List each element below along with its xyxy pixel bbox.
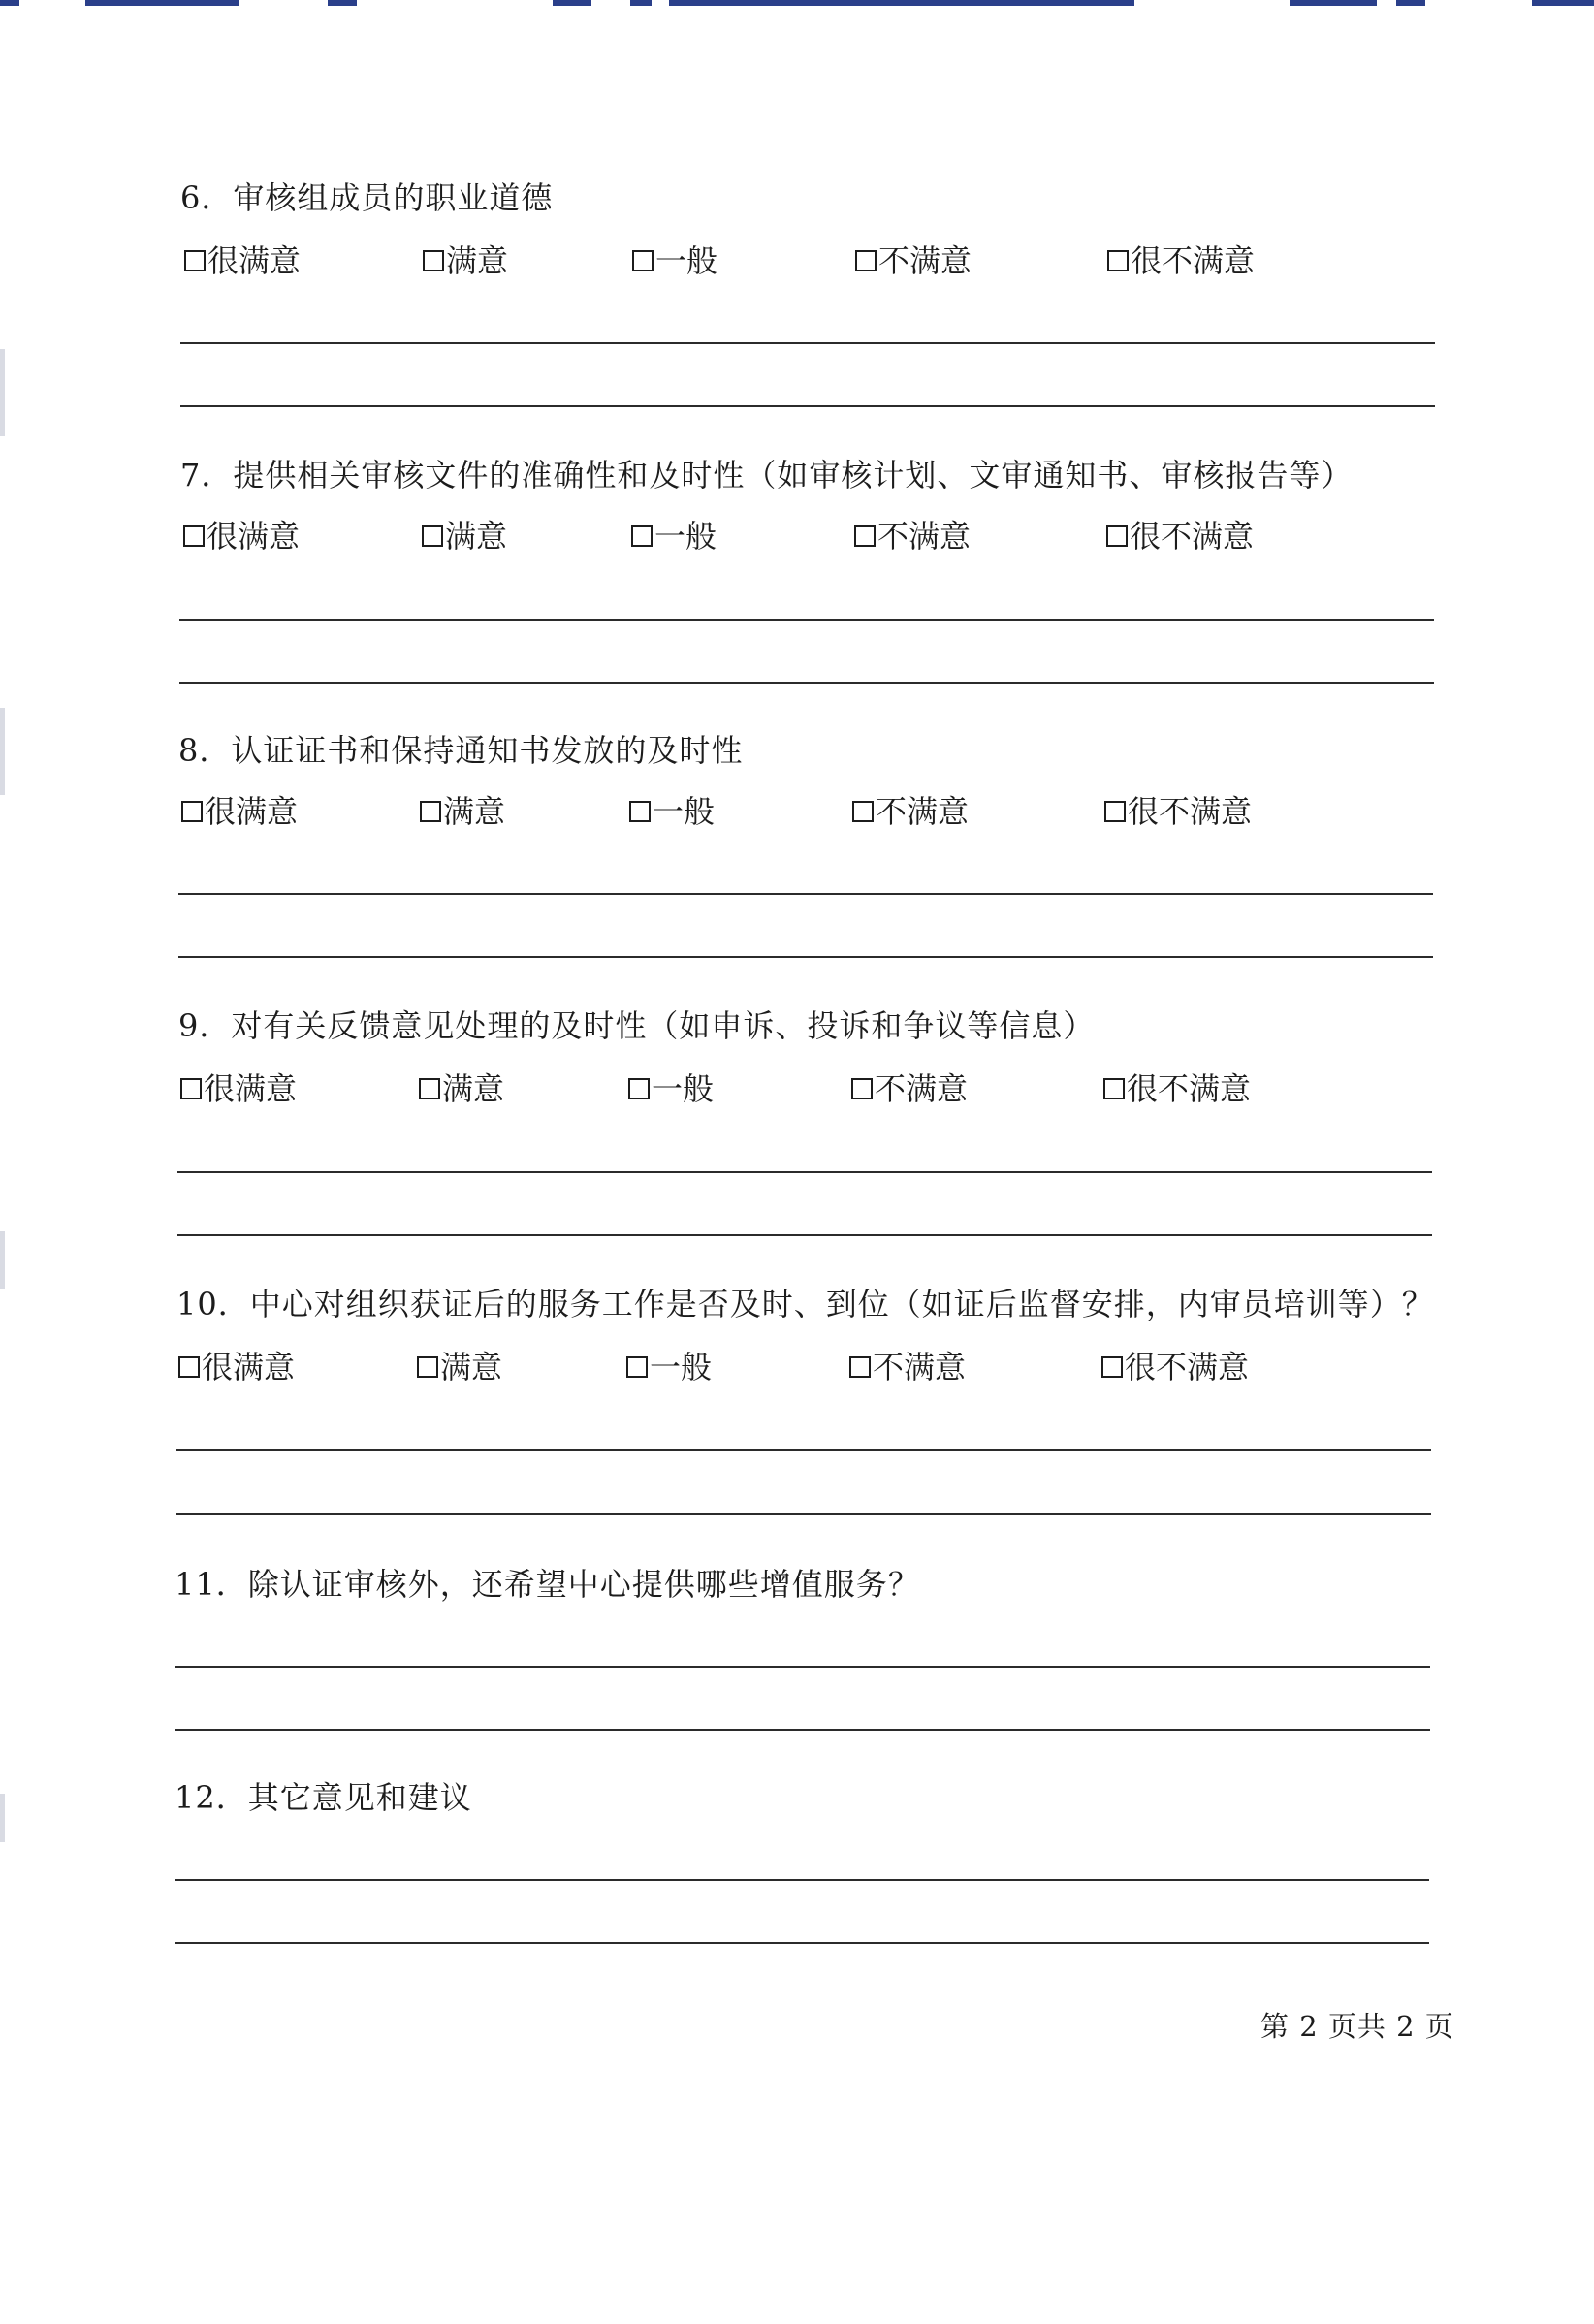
- option-label: 很不满意: [1130, 518, 1255, 555]
- option-very-dissatisfied[interactable]: [1104, 793, 1253, 830]
- answer-line[interactable]: [179, 682, 1434, 684]
- checkbox-icon[interactable]: [851, 1078, 873, 1099]
- option-satisfied[interactable]: [423, 242, 509, 279]
- answer-line[interactable]: [180, 405, 1435, 407]
- question-9-title: 9．对有关反馈意见处理的及时性（如申诉、投诉和争议等信息）: [178, 1007, 1096, 1044]
- checkbox-icon[interactable]: [183, 525, 205, 547]
- checkbox-icon[interactable]: [854, 525, 876, 547]
- question-6-title: 6．审核组成员的职业道德: [180, 179, 554, 216]
- scan-edge-mark: [0, 1231, 5, 1289]
- option-very-satisfied[interactable]: [178, 1349, 296, 1385]
- option-label: 满意: [446, 242, 509, 279]
- checkbox-icon[interactable]: [423, 250, 444, 271]
- answer-line[interactable]: [180, 342, 1435, 344]
- answer-line[interactable]: [176, 1449, 1431, 1451]
- option-dissatisfied[interactable]: [849, 1349, 967, 1385]
- option-label: 很满意: [207, 518, 301, 555]
- scan-edge-mark: [85, 0, 239, 6]
- question-10-title: 10．中心对组织获证后的服务工作是否及时、到位（如证后监督安排，内审员培训等）？: [176, 1286, 1434, 1322]
- option-label: 很不满意: [1131, 242, 1256, 279]
- option-satisfied[interactable]: [417, 1349, 503, 1385]
- option-label: 一般: [655, 242, 718, 279]
- checkbox-icon[interactable]: [849, 1356, 871, 1378]
- option-label: 不满意: [877, 518, 972, 555]
- option-neutral[interactable]: [631, 518, 717, 555]
- scan-edge-mark: [630, 0, 652, 6]
- option-very-satisfied[interactable]: [180, 1070, 298, 1107]
- option-label: 满意: [442, 1070, 505, 1107]
- option-neutral[interactable]: [626, 1349, 713, 1385]
- checkbox-icon[interactable]: [628, 1078, 650, 1099]
- answer-line[interactable]: [178, 893, 1433, 895]
- answer-line[interactable]: [175, 1942, 1429, 1944]
- checkbox-icon[interactable]: [1101, 1356, 1123, 1378]
- option-label: 很不满意: [1128, 793, 1253, 830]
- answer-line[interactable]: [177, 1234, 1432, 1236]
- option-very-dissatisfied[interactable]: [1101, 1349, 1250, 1385]
- option-label: 不满意: [873, 1349, 967, 1385]
- option-neutral[interactable]: [632, 242, 718, 279]
- option-label: 一般: [654, 518, 717, 555]
- option-very-dissatisfied[interactable]: [1106, 518, 1255, 555]
- answer-line[interactable]: [177, 1171, 1432, 1173]
- option-neutral[interactable]: [629, 793, 716, 830]
- question-7-options: [183, 518, 1347, 559]
- checkbox-icon[interactable]: [419, 1078, 440, 1099]
- option-label: 一般: [650, 1349, 713, 1385]
- scan-edge-mark: [1290, 0, 1377, 6]
- checkbox-icon[interactable]: [629, 801, 651, 822]
- answer-line[interactable]: [175, 1879, 1429, 1881]
- option-dissatisfied[interactable]: [854, 518, 972, 555]
- checkbox-icon[interactable]: [181, 801, 203, 822]
- scan-edge-mark: [553, 0, 591, 6]
- option-very-dissatisfied[interactable]: [1103, 1070, 1252, 1107]
- question-8-options: [181, 793, 1345, 835]
- option-label: 很不满意: [1125, 1349, 1250, 1385]
- scan-edge-mark: [669, 0, 1134, 6]
- question-8-title: 8．认证证书和保持通知书发放的及时性: [178, 732, 744, 769]
- checkbox-icon[interactable]: [1103, 1078, 1125, 1099]
- checkbox-icon[interactable]: [422, 525, 443, 547]
- checkbox-icon[interactable]: [632, 250, 654, 271]
- scan-edge-mark: [0, 349, 5, 436]
- question-6-options: [184, 242, 1348, 284]
- page-number: 第 2 页共 2 页: [1260, 2010, 1454, 2043]
- checkbox-icon[interactable]: [852, 801, 874, 822]
- option-label: 满意: [443, 793, 506, 830]
- checkbox-icon[interactable]: [1107, 250, 1129, 271]
- checkbox-icon[interactable]: [1104, 801, 1126, 822]
- option-label: 满意: [440, 1349, 503, 1385]
- question-12-title: 12．其它意见和建议: [175, 1779, 472, 1816]
- option-dissatisfied[interactable]: [851, 1070, 969, 1107]
- option-label: 很满意: [202, 1349, 296, 1385]
- question-11-title: 11．除认证审核外，还希望中心提供哪些增值服务？: [175, 1566, 920, 1603]
- option-satisfied[interactable]: [419, 1070, 505, 1107]
- option-label: 很满意: [207, 242, 302, 279]
- answer-line[interactable]: [178, 956, 1433, 958]
- option-label: 满意: [445, 518, 508, 555]
- scan-edge-mark: [0, 1794, 5, 1842]
- scan-edge-mark: [328, 0, 357, 6]
- answer-line[interactable]: [175, 1729, 1430, 1731]
- option-label: 不满意: [878, 242, 972, 279]
- option-very-satisfied[interactable]: [181, 793, 299, 830]
- option-label: 不满意: [875, 1070, 969, 1107]
- checkbox-icon[interactable]: [420, 801, 441, 822]
- answer-line[interactable]: [179, 619, 1434, 621]
- option-satisfied[interactable]: [422, 518, 508, 555]
- question-9-options: [180, 1070, 1344, 1112]
- option-label: 一般: [653, 793, 716, 830]
- checkbox-icon[interactable]: [417, 1356, 438, 1378]
- checkbox-icon[interactable]: [180, 1078, 202, 1099]
- option-label: 不满意: [876, 793, 970, 830]
- question-7-title: 7．提供相关审核文件的准确性和及时性（如审核计划、文审通知书、审核报告等）: [180, 457, 1354, 493]
- option-satisfied[interactable]: [420, 793, 506, 830]
- option-dissatisfied[interactable]: [855, 242, 972, 279]
- option-very-dissatisfied[interactable]: [1107, 242, 1256, 279]
- checkbox-icon[interactable]: [1106, 525, 1128, 547]
- option-label: 很满意: [205, 793, 299, 830]
- option-label: 很满意: [204, 1070, 298, 1107]
- option-dissatisfied[interactable]: [852, 793, 970, 830]
- option-label: 很不满意: [1127, 1070, 1252, 1107]
- option-label: 一般: [652, 1070, 715, 1107]
- checkbox-icon[interactable]: [184, 250, 206, 271]
- scan-edge-mark: [1396, 0, 1425, 6]
- option-very-satisfied[interactable]: [184, 242, 302, 279]
- option-very-satisfied[interactable]: [183, 518, 301, 555]
- answer-line[interactable]: [175, 1666, 1430, 1668]
- checkbox-icon[interactable]: [855, 250, 877, 271]
- checkbox-icon[interactable]: [178, 1356, 200, 1378]
- scan-edge-mark: [0, 0, 19, 6]
- question-10-options: [178, 1349, 1342, 1390]
- answer-line[interactable]: [176, 1513, 1431, 1515]
- option-neutral[interactable]: [628, 1070, 715, 1107]
- checkbox-icon[interactable]: [631, 525, 653, 547]
- scan-edge-mark: [0, 708, 5, 795]
- scan-edge-mark: [1532, 0, 1594, 6]
- checkbox-icon[interactable]: [626, 1356, 648, 1378]
